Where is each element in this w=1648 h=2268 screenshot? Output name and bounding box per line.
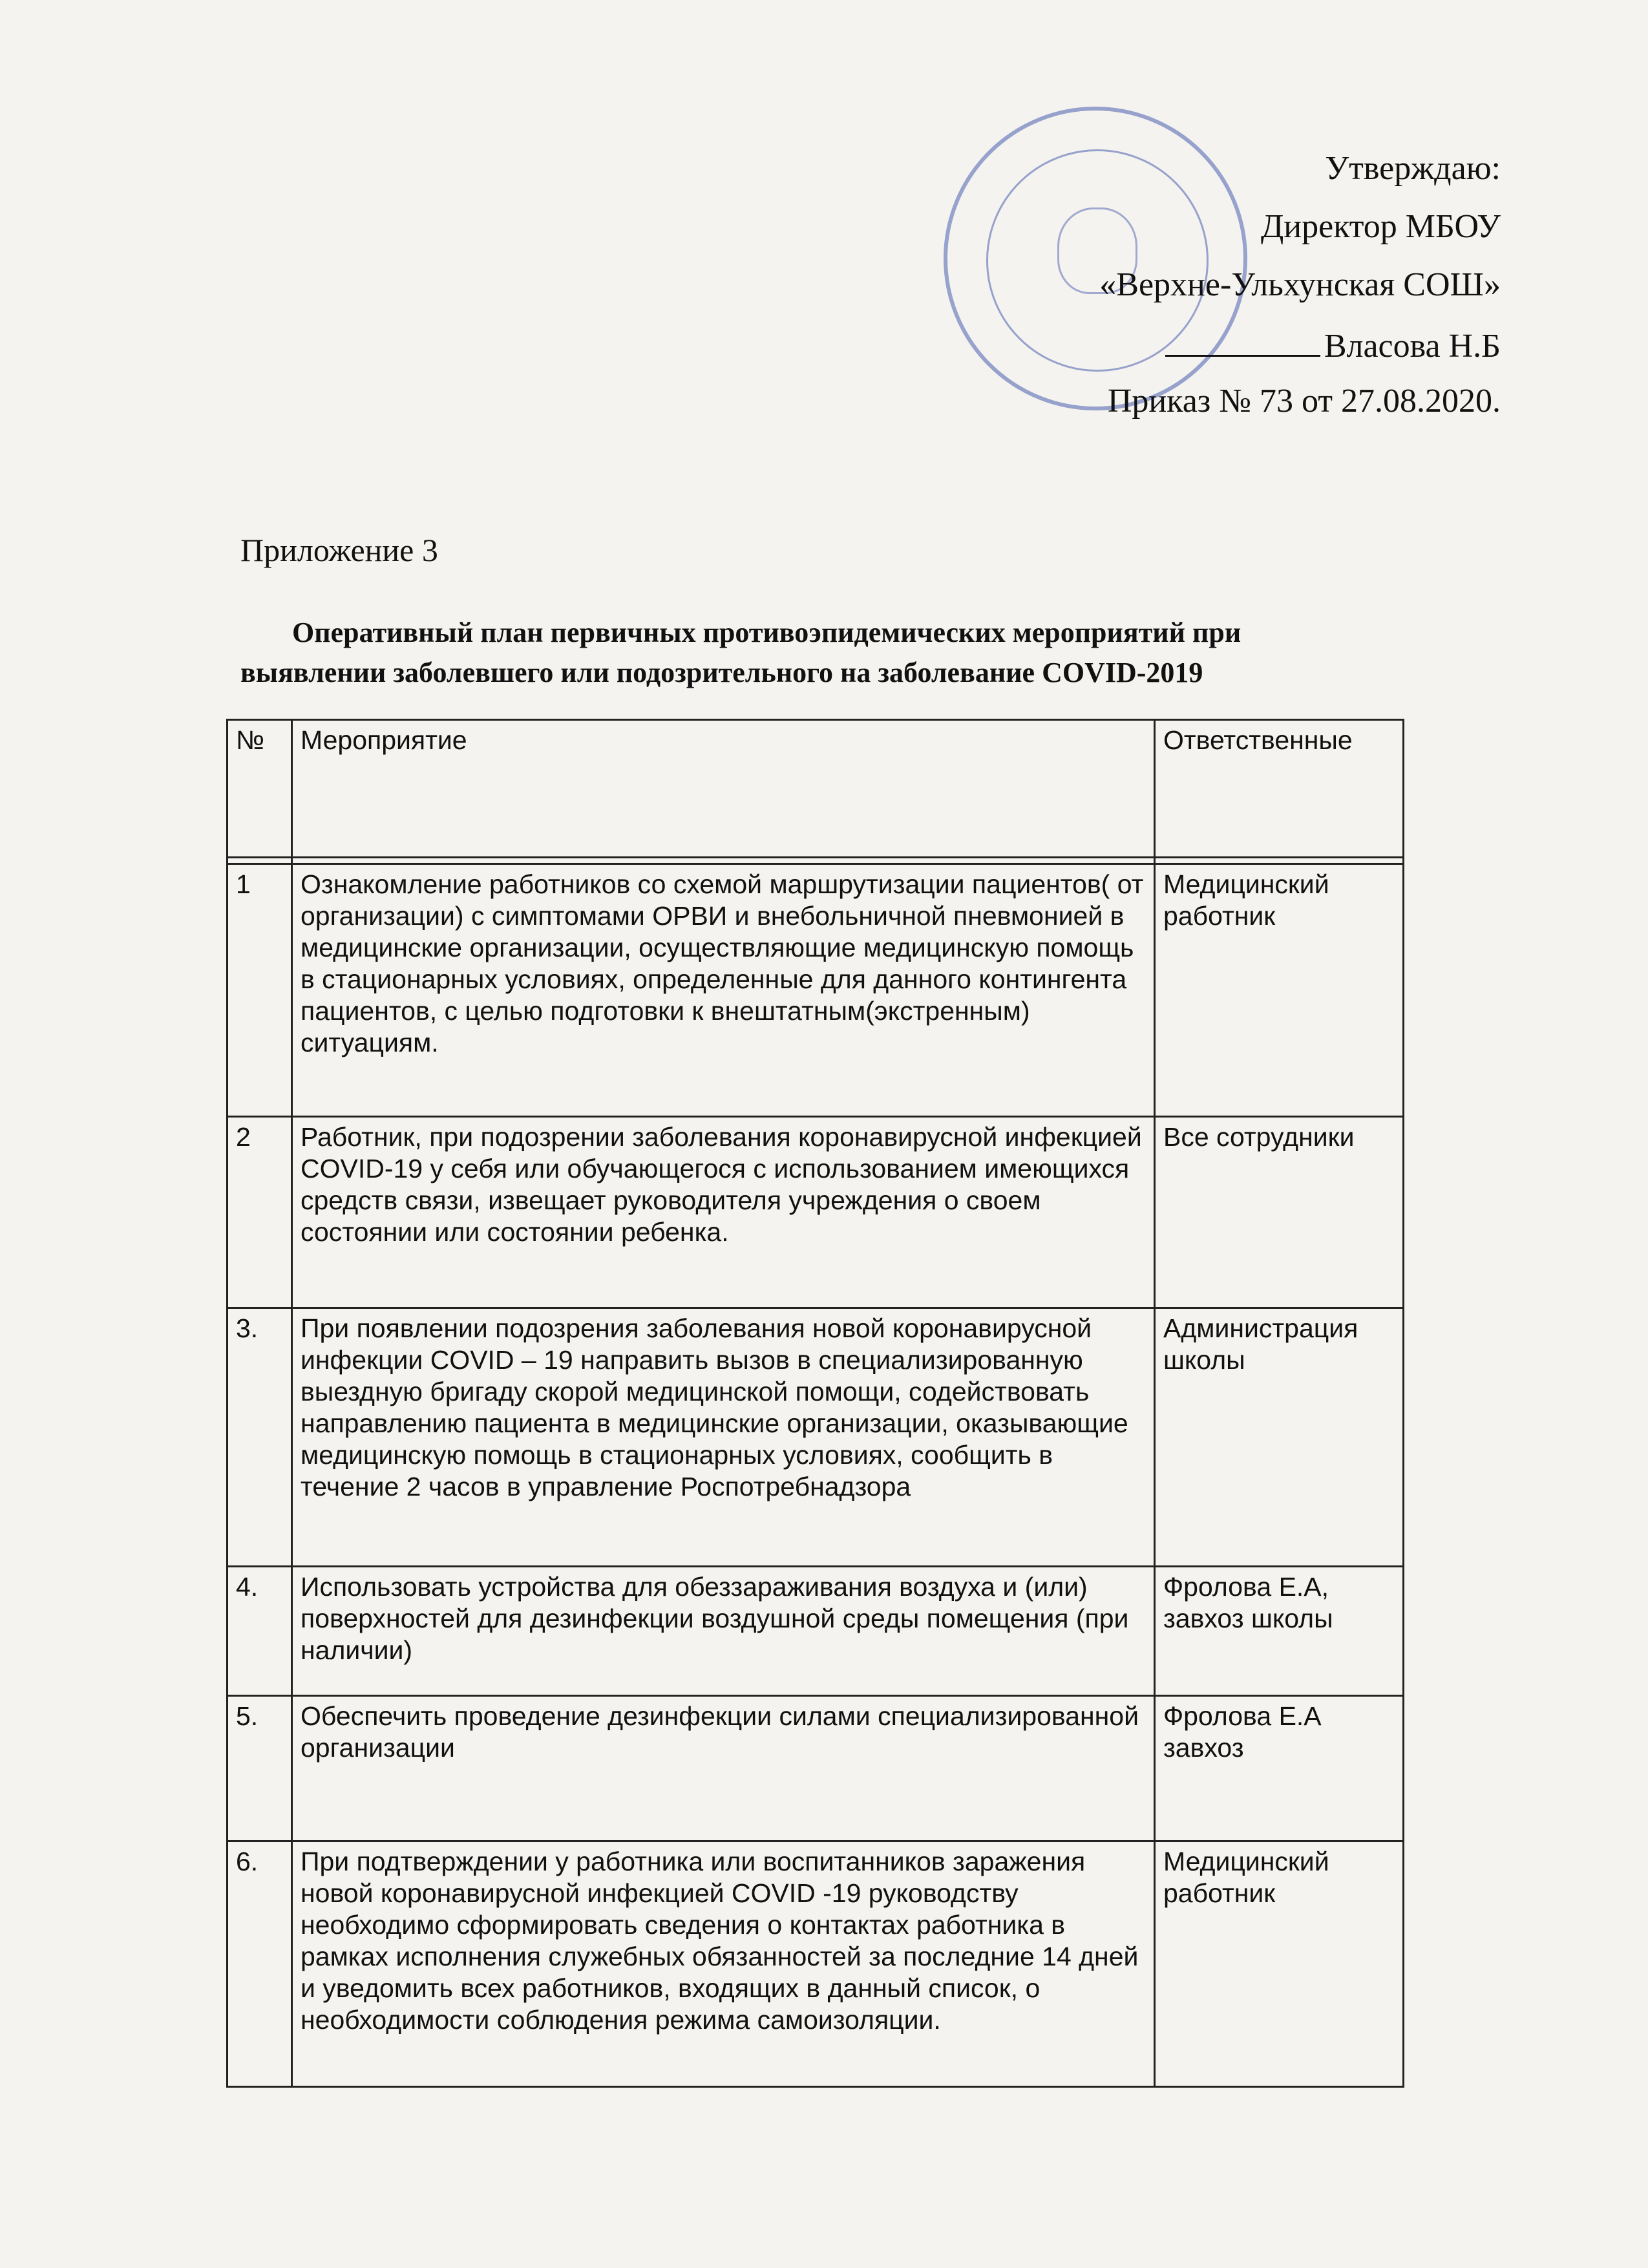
table-row — [227, 1117, 1404, 1308]
row-number: 1 — [227, 864, 292, 1117]
row-activity: При появлении подозрения заболевания новой коронавирусной инфекции COVID – 19 направить вызов в специализированную выездную бригаду скорой медицинской помощи, содействовать направлению пациента в медицинские организации, оказывающие медицинскую помощь в стационарных условиях, сообщить в течение 2 часов в управление Роспотребнадзора — [292, 1308, 1155, 1567]
row-responsible: Медицинский работник — [1155, 1841, 1404, 2087]
approve-label: Утверждаю: — [1325, 150, 1501, 187]
director-position: Директор МБОУ — [1260, 208, 1501, 245]
row-activity: Ознакомление работников со схемой маршрутизации пациентов( от организации) с симптомами ОРВИ и внебольничной пневмонией в медицинские организации, осуществляющие медицинскую помощь в стационарных условиях, определенные для данного контингента пациентов, с целью подготовки к внештатным(экстренным) ситуациям. — [292, 864, 1155, 1117]
table-row — [227, 864, 1404, 1117]
signature-field — [1165, 326, 1320, 357]
table-header-row — [227, 720, 1404, 858]
document-title — [240, 613, 1404, 693]
row-number: 6. — [227, 1841, 292, 2087]
row-activity: При подтверждении у работника или воспитанников заражения новой коронавирусной инфекцией COVID -19 руководству необходимо сформировать сведения о контактах работника в рамках исполнения служебных обязанностей за последние 14 дней и уведомить всех работников, входящих в данный список, о необходимости соблюдения режима самоизоляции. — [292, 1841, 1155, 2087]
row-number: 4. — [227, 1567, 292, 1696]
responsible-line-1: Фролова Е.А — [1163, 1701, 1322, 1731]
responsible-line-2: завхоз — [1163, 1733, 1244, 1763]
table-row — [227, 1308, 1404, 1567]
row-activity: Обеспечить проведение дезинфекции силами специализированной организации — [292, 1696, 1155, 1841]
header-responsible: Ответственные — [1155, 720, 1404, 858]
row-responsible: Фролова Е.А, завхоз школы — [1155, 1567, 1404, 1696]
row-number: 2 — [227, 1117, 292, 1308]
table-row — [227, 1567, 1404, 1696]
row-responsible: Все сотрудники — [1155, 1117, 1404, 1308]
row-activity: Использовать устройства для обеззараживания воздуха и (или) поверхностей для дезинфекции воздушной среды помещения (при наличии) — [292, 1567, 1155, 1696]
row-number: 5. — [227, 1696, 292, 1841]
table-spacer-row — [227, 858, 1404, 864]
table-row — [227, 1696, 1404, 1841]
director-name: Власова Н.Б — [1324, 328, 1501, 365]
title-line-2: выявлении заболевшего или подозрительного на заболевание COVID-2019 — [240, 657, 1203, 688]
header-number: № — [227, 720, 292, 858]
title-line-1: Оперативный план первичных противоэпидемических мероприятий при — [292, 617, 1241, 648]
measures-table — [226, 719, 1404, 2088]
row-responsible: Администрация школы — [1155, 1308, 1404, 1567]
order-reference: Приказ № 73 от 27.08.2020. — [1107, 383, 1501, 419]
row-activity: Работник, при подозрении заболевания коронавирусной инфекцией COVID-19 у себя или обучающегося с использованием имеющихся средств связи, извещает руководителя учреждения о своем состоянии или состоянии ребенка. — [292, 1117, 1155, 1308]
header-activity: Мероприятие — [292, 720, 1155, 858]
row-responsible — [1155, 1696, 1404, 1841]
signature-line — [1099, 326, 1501, 385]
row-number: 3. — [227, 1308, 292, 1567]
appendix-label: Приложение 3 — [240, 532, 438, 568]
row-responsible: Медицинский работник — [1155, 864, 1404, 1117]
approval-block — [1099, 152, 1501, 443]
table-row — [227, 1841, 1404, 2087]
school-name: «Верхне-Ульхунская СОШ» — [1099, 266, 1501, 303]
